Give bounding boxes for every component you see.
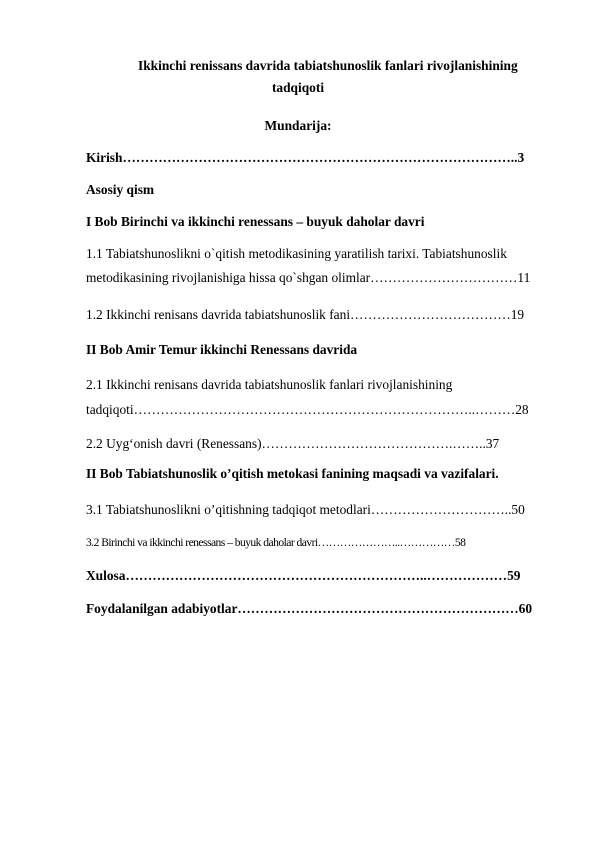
toc-entry-bob-1: I Bob Birinchi va ikkinchi renessans – buyuk daholar davri <box>86 214 425 229</box>
toc-entry-adabiyotlar: Foydalanilgan adabiyotlar………………………………………………………60 <box>86 601 533 616</box>
toc-entry-3-2: 3.2 Birinchi va ikkinchi renessans – buyuk daholar davri…………………..……………58 <box>86 536 466 549</box>
document-title-line-1: Ikkinchi renissans davrida tabiatshunoslik fanlari rivojlanishining <box>138 58 518 73</box>
toc-entry-2-2: 2.2 Uyg‘onish davri (Renessans)…………………………………….……..37 <box>86 436 500 451</box>
toc-entry-2-1-line-2: tadqiqoti…………………………………………………………………..………28 <box>86 402 529 417</box>
toc-entry-bob-3: II Bob Tabiatshunoslik o’qitish metokasi fanining maqsadi va vazifalari. <box>86 466 499 481</box>
toc-entry-xulosa: Xulosa…………………………………………………………..………………59 <box>86 568 521 583</box>
toc-entry-kirish: Kirish……………………………………………………………………………..3 <box>86 150 525 165</box>
toc-entry-3-1: 3.1 Tabiatshunoslikni o’qitishning tadqiqot metodlari…………………………..50 <box>86 502 525 517</box>
contents-heading: Mundarija: <box>264 118 332 133</box>
toc-entry-bob-2: II Bob Amir Temur ikkinchi Renessans davrida <box>86 342 358 357</box>
document-title-line-2: tadqiqoti <box>271 80 325 95</box>
toc-entry-2-1-line-1: 2.1 Ikkinchi renisans davrida tabiatshunoslik fanlari rivojlanishining <box>86 377 453 392</box>
toc-entry-1-2: 1.2 Ikkinchi renisans davrida tabiatshunoslik fani………………………………19 <box>86 307 525 322</box>
toc-entry-1-1-line-2: metodikasining rivojlanishiga hissa qo`shgan olimlar……………………………11 <box>86 270 531 285</box>
toc-entry-asosiy-qism: Asosiy qism <box>86 182 155 197</box>
toc-entry-1-1-line-1: 1.1 Tabiatshunoslikni o`qitish metodikasining yaratilish tarixi. Tabiatshunoslik <box>86 246 507 261</box>
